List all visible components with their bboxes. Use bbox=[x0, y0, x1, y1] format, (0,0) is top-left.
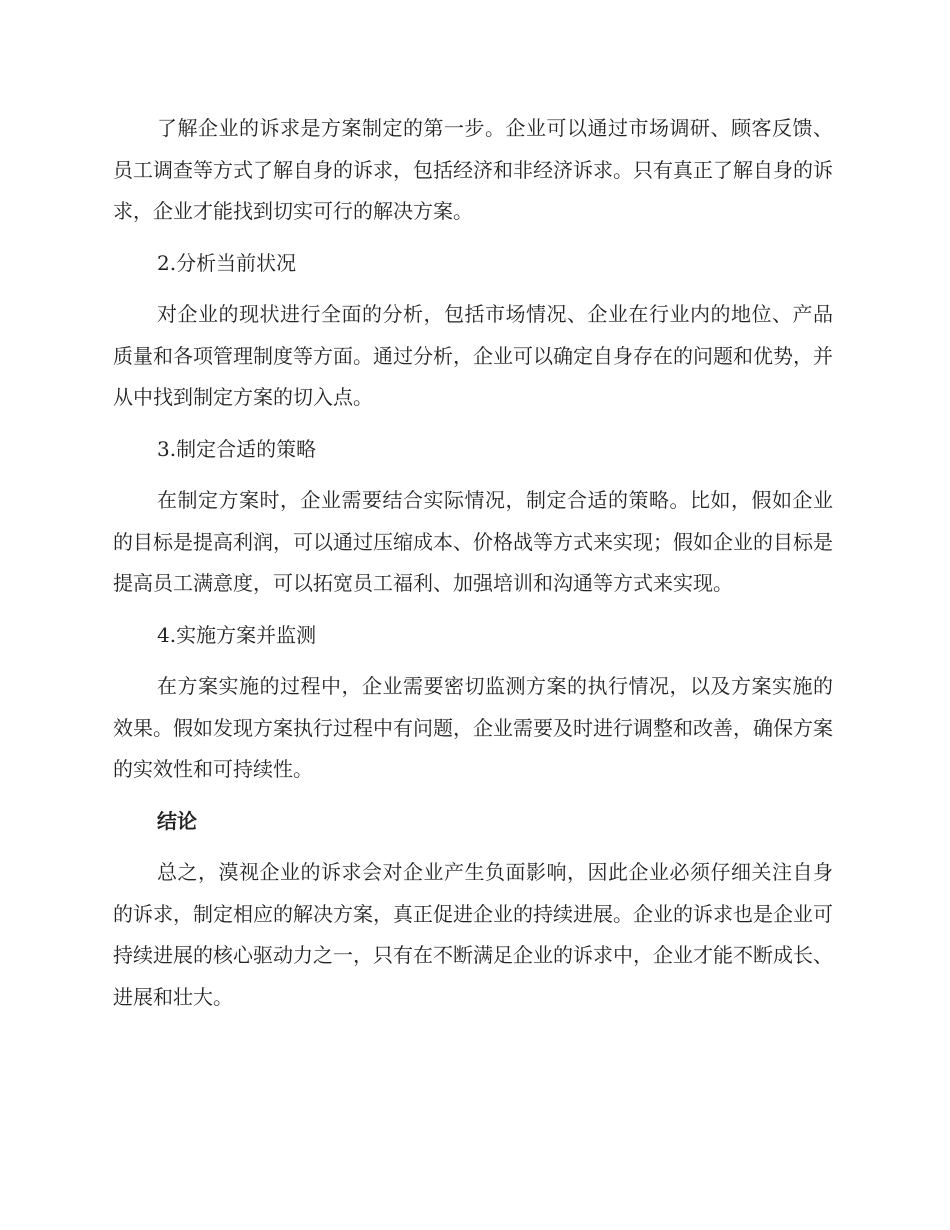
document-body bbox=[113, 108, 833, 1018]
paragraph-implement: 在方案实施的过程中，企业需要密切监测方案的执行情况，以及方案实施的效果。假如发现方案执行过程中有问题，企业需要及时进行调整和改善，确保方案的实效性和可持续性。 bbox=[113, 674, 833, 781]
paragraph-conclusion: 总之，漠视企业的诉求会对企业产生负面影响，因此企业必须仔细关注自身的诉求，制定相应的解决方案，真正促进企业的持续进展。企业的诉求也是企业可持续进展的核心驱动力之一，只有在不断满足企业的诉求中，企业才能不断成长、进展和壮大。 bbox=[113, 860, 833, 1009]
section-heading-analyze: 2.分析当前状况 bbox=[157, 250, 297, 275]
paragraph-understand-needs: 了解企业的诉求是方案制定的第一步。企业可以通过市场调研、顾客反馈、员工调查等方式了解自身的诉求，包括经济和非经济诉求。只有真正了解自身的诉求，企业才能找到切实可行的解决方案。 bbox=[113, 116, 833, 223]
conclusion-heading: 结论 bbox=[157, 808, 197, 833]
section-heading-implement: 4.实施方案并监测 bbox=[157, 622, 317, 647]
paragraph-strategy: 在制定方案时，企业需要结合实际情况，制定合适的策略。比如，假如企业的目标是提高利润，可以通过压缩成本、价格战等方式来实现；假如企业的目标是提高员工满意度，可以拓宽员工福利、加强培训和沟通等方式来实现。 bbox=[113, 488, 833, 595]
section-heading-strategy: 3.制定合适的策略 bbox=[157, 436, 317, 461]
paragraph-analyze: 对企业的现状进行全面的分析，包括市场情况、企业在行业内的地位、产品质量和各项管理制度等方面。通过分析，企业可以确定自身存在的问题和优势，并从中找到制定方案的切入点。 bbox=[113, 302, 833, 409]
